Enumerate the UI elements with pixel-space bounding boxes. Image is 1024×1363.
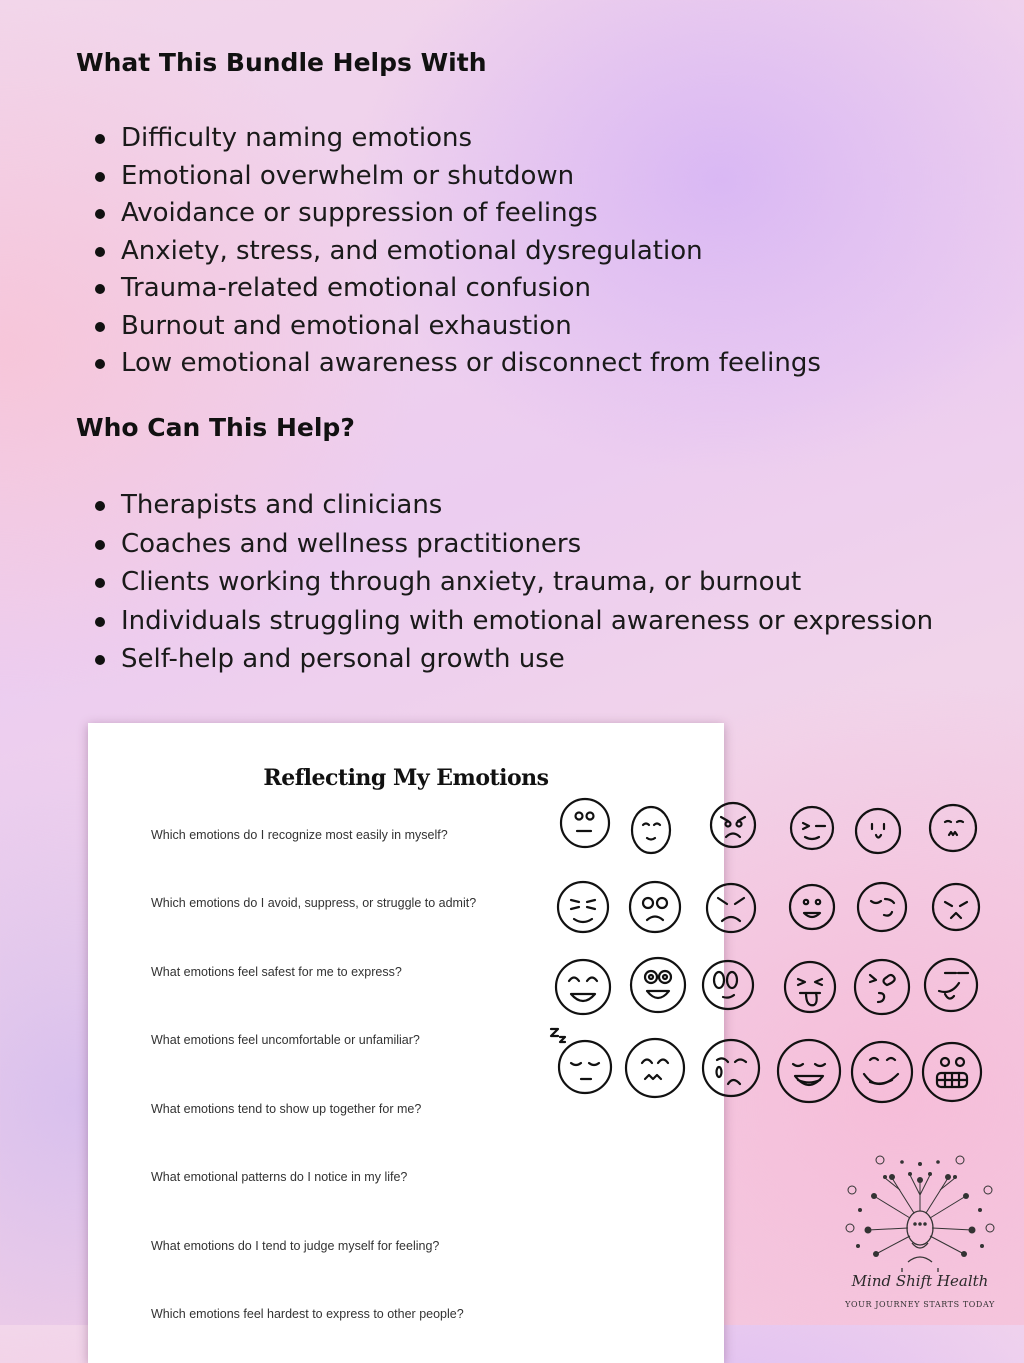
bullet-icon [95, 501, 105, 511]
bullet-icon [95, 172, 105, 182]
worksheet-question: What emotions feel uncomfortable or unfamiliar? [151, 1033, 420, 1047]
worksheet-question: Which emotions do I avoid, suppress, or struggle to admit? [151, 896, 477, 910]
worksheet-question: What emotions do I tend to judge myself for feeling? [151, 1239, 440, 1253]
brand-tagline: YOUR JOURNEY STARTS TODAY [845, 1300, 995, 1309]
section-heading-who-can-help: Who Can This Help? [76, 413, 355, 442]
worksheet-question: What emotions feel safest for me to express? [151, 965, 402, 979]
worksheet-title: Reflecting My Emotions [263, 765, 549, 791]
list-item: Self-help and personal growth use [93, 640, 933, 679]
who-can-help-list [93, 486, 933, 679]
bullet-icon [95, 617, 105, 627]
list-item: Difficulty naming emotions [93, 120, 821, 158]
worksheet-question: Which emotions feel hardest to express to other people? [151, 1307, 464, 1321]
bullet-icon [95, 322, 105, 332]
section-heading-helps-with: What This Bundle Helps With [76, 48, 487, 77]
list-item: Coaches and wellness practitioners [93, 525, 933, 564]
bullet-icon [95, 134, 105, 144]
bullet-icon [95, 284, 105, 294]
bullet-icon [95, 247, 105, 257]
list-item: Low emotional awareness or disconnect from feelings [93, 345, 821, 383]
list-item: Emotional overwhelm or shutdown [93, 158, 821, 196]
worksheet-question: What emotional patterns do I notice in my life? [151, 1170, 408, 1184]
bullet-icon [95, 578, 105, 588]
helps-with-list [93, 120, 821, 383]
head-network-icon [840, 1150, 1000, 1272]
worksheet-question: What emotions tend to show up together for me? [151, 1102, 422, 1116]
bullet-icon [95, 209, 105, 219]
list-item: Individuals struggling with emotional awareness or expression [93, 602, 933, 641]
list-item: Trauma-related emotional confusion [93, 270, 821, 308]
bullet-icon [95, 359, 105, 369]
bullet-icon [95, 655, 105, 665]
brand-logo [840, 1150, 1000, 1320]
worksheet-question: Which emotions do I recognize most easily in myself? [151, 828, 448, 842]
list-item: Anxiety, stress, and emotional dysregulation [93, 233, 821, 271]
list-item: Clients working through anxiety, trauma, or burnout [93, 563, 933, 602]
brand-name: Mind Shift Health [851, 1272, 989, 1290]
bullet-icon [95, 540, 105, 550]
list-item: Therapists and clinicians [93, 486, 933, 525]
list-item: Avoidance or suppression of feelings [93, 195, 821, 233]
emotion-faces-icon [548, 795, 988, 1115]
list-item: Burnout and emotional exhaustion [93, 308, 821, 346]
